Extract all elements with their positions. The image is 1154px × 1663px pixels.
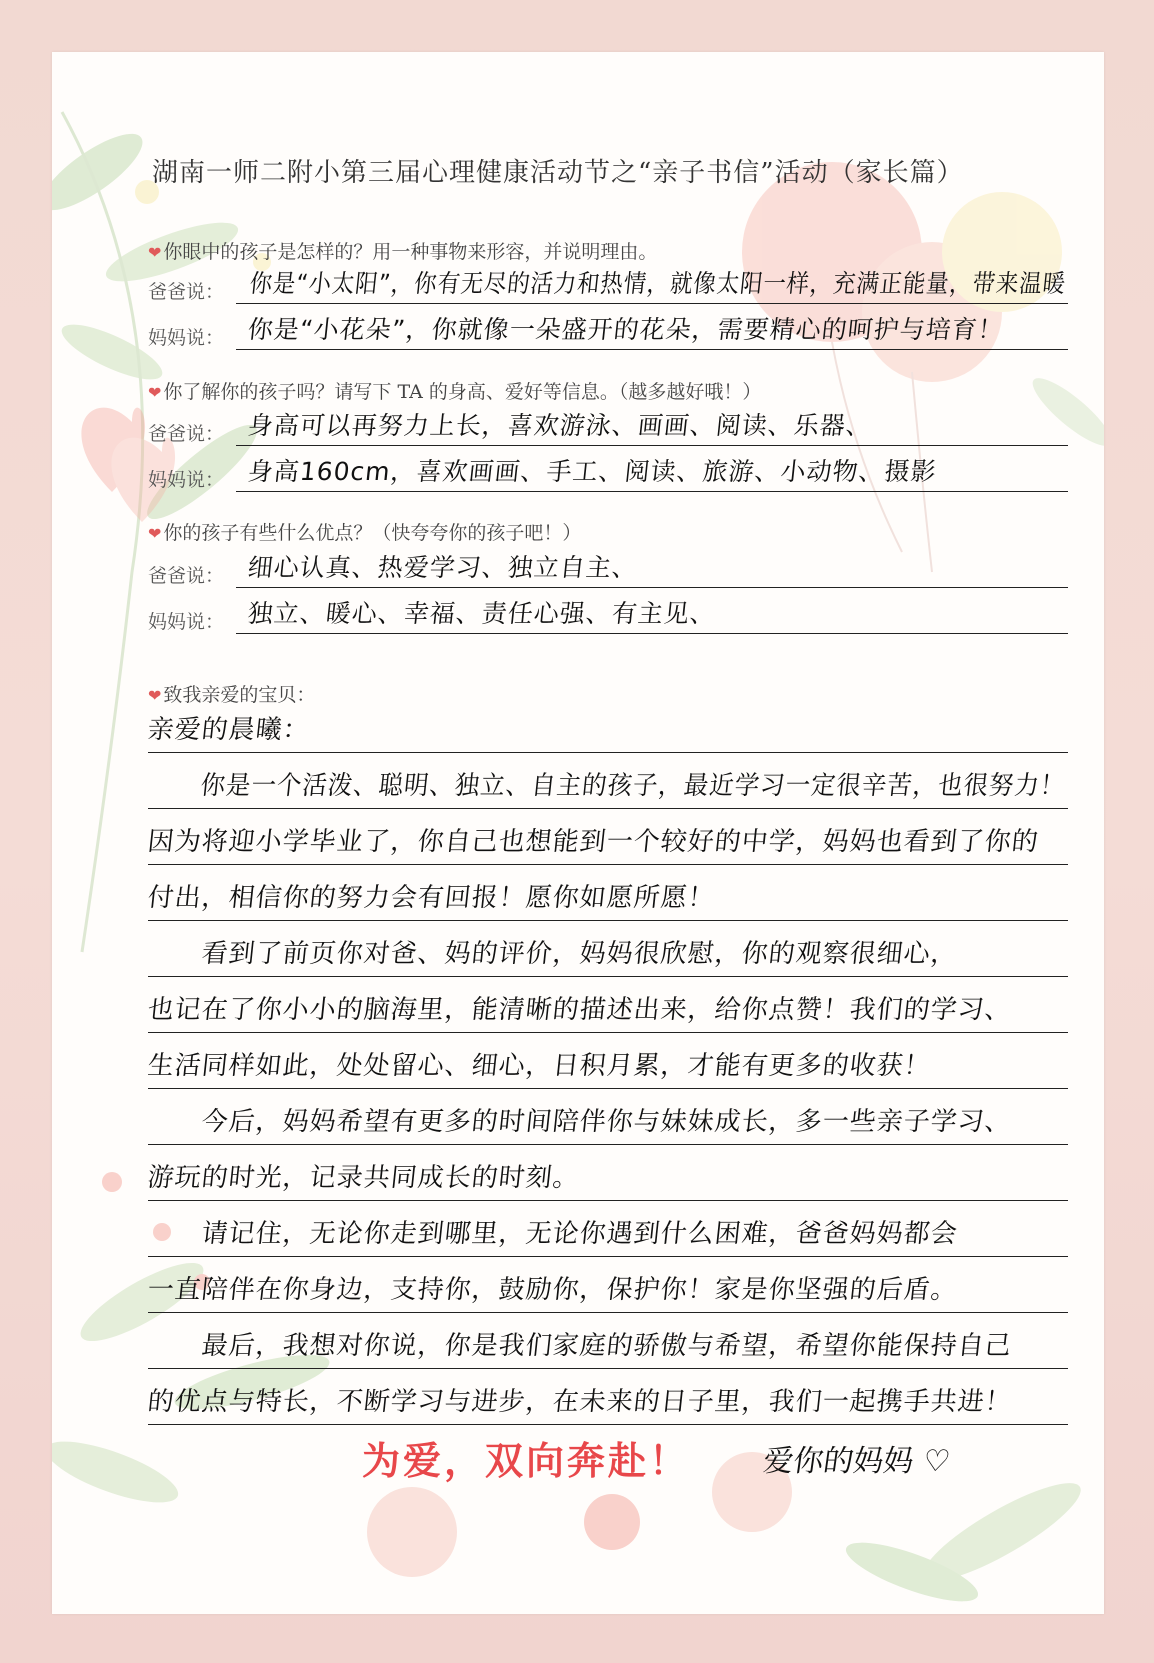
answer-row-mom-3 — [148, 598, 1068, 638]
answer-line — [236, 303, 1068, 304]
letter-text: 请记住，无论你走到哪里，无论你遇到什么困难，爸爸妈妈都会 — [146, 1219, 960, 1249]
signature: 爱你的妈妈 ♡ — [761, 1444, 953, 1479]
question-text: 你眼中的孩子是怎样的？用一种事物来形容，并说明理由。 — [163, 241, 658, 263]
answer-line — [236, 445, 1068, 446]
letter-text: 游玩的时光，记录共同成长的时刻。 — [146, 1163, 582, 1193]
letter-text: 你是一个活泼、聪明、独立、自主的孩子，最近学习一定很辛苦，也很努力！ — [148, 771, 1067, 801]
mom-answer: 独立、暖心、幸福、责任心强、有主见、 — [246, 599, 718, 628]
answer-line — [236, 491, 1068, 492]
heart-icon: ❤ — [148, 524, 162, 543]
letter-line — [148, 1100, 1068, 1145]
dad-label: 爸爸说： — [148, 281, 225, 303]
mom-answer: 你是“小花朵”，你就像一朵盛开的花朵，需要精心的呵护与培育！ — [246, 315, 1006, 344]
letter-text: 也记在了你小小的脑海里，能清晰的描述出来，给你点赞！我们的学习、 — [146, 995, 1014, 1025]
dad-answer: 你是“小太阳”，你有无尽的活力和热情，就像太阳一样，充满正能量，带来温暖 — [248, 269, 1068, 298]
answer-row-dad-1 — [148, 268, 1068, 308]
letter-text: 因为将迎小学毕业了，你自己也想能到一个较好的中学，妈妈也看到了你的 — [146, 827, 1041, 857]
question-2 — [148, 377, 761, 404]
letter-heading-text: 致我亲爱的宝贝： — [163, 684, 316, 706]
heart-icon: ❤ — [148, 686, 162, 705]
letter-text: 最后，我想对你说，你是我们家庭的骄傲与希望，希望你能保持自己 — [146, 1331, 1014, 1361]
answer-row-dad-2 — [148, 410, 1068, 450]
question-1 — [148, 237, 657, 264]
letter-heading — [148, 680, 315, 707]
mom-label: 妈妈说： — [148, 611, 225, 633]
heart-icon: ❤ — [148, 383, 162, 402]
letter-line — [148, 1268, 1068, 1313]
letter-line — [148, 764, 1068, 809]
question-text: 你了解你的孩子吗？请写下 TA 的身高、爱好等信息。（越多越好哦！） — [163, 381, 762, 403]
answer-row-mom-2 — [148, 456, 1068, 496]
letter-text: 亲爱的晨曦： — [146, 715, 312, 745]
mom-label: 妈妈说： — [148, 469, 225, 491]
letter-line — [148, 1212, 1068, 1257]
letter-text: 今后，妈妈希望有更多的时间陪伴你与妹妹成长，多一些亲子学习、 — [146, 1107, 1014, 1137]
dad-answer: 细心认真、热爱学习、独立自主、 — [246, 553, 640, 582]
letter-text: 一直陪伴在你身边，支持你，鼓励你，保护你！家是你坚强的后盾。 — [146, 1275, 960, 1305]
letter-line — [148, 1324, 1068, 1369]
letter-line — [148, 932, 1068, 977]
answer-row-mom-1 — [148, 314, 1068, 354]
letter-text: 付出，相信你的努力会有回报！愿你如愿所愿！ — [146, 883, 717, 913]
slogan: 为爱，双向奔赴！ — [362, 1439, 691, 1483]
mom-answer: 身高160cm，喜欢画画、手工、阅读、旅游、小动物、摄影 — [246, 457, 939, 486]
dad-label: 爸爸说： — [148, 423, 225, 445]
answer-line — [236, 587, 1068, 588]
question-3 — [148, 518, 581, 545]
letter-line — [148, 1044, 1068, 1089]
dad-label: 爸爸说： — [148, 565, 225, 587]
dad-answer: 身高可以再努力上长，喜欢游泳、画画、阅读、乐器、 — [246, 411, 874, 440]
heart-icon: ❤ — [148, 243, 162, 262]
answer-line — [236, 349, 1068, 350]
letter-line — [148, 988, 1068, 1033]
mom-label: 妈妈说： — [148, 327, 225, 349]
letter-text: 的优点与特长，不断学习与进步，在未来的日子里，我们一起携手共进！ — [146, 1387, 1014, 1417]
letter-text: 生活同样如此，处处留心、细心，日积月累，才能有更多的收获！ — [146, 1051, 933, 1081]
letter-sheet — [52, 52, 1104, 1614]
answer-line — [236, 633, 1068, 634]
page-title: 湖南一师二附小第三届心理健康活动节之“亲子书信”活动（家长篇） — [152, 158, 964, 188]
letter-line — [148, 1156, 1068, 1201]
letter-line — [148, 820, 1068, 865]
letter-line — [148, 1380, 1068, 1425]
answer-row-dad-3 — [148, 552, 1068, 592]
question-text: 你的孩子有些什么优点？（快夸夸你的孩子吧！） — [163, 522, 582, 544]
letter-line — [148, 876, 1068, 921]
letter-line — [148, 708, 1068, 753]
letter-text: 看到了前页你对爸、妈的评价，妈妈很欣慰，你的观察很细心， — [146, 939, 960, 969]
